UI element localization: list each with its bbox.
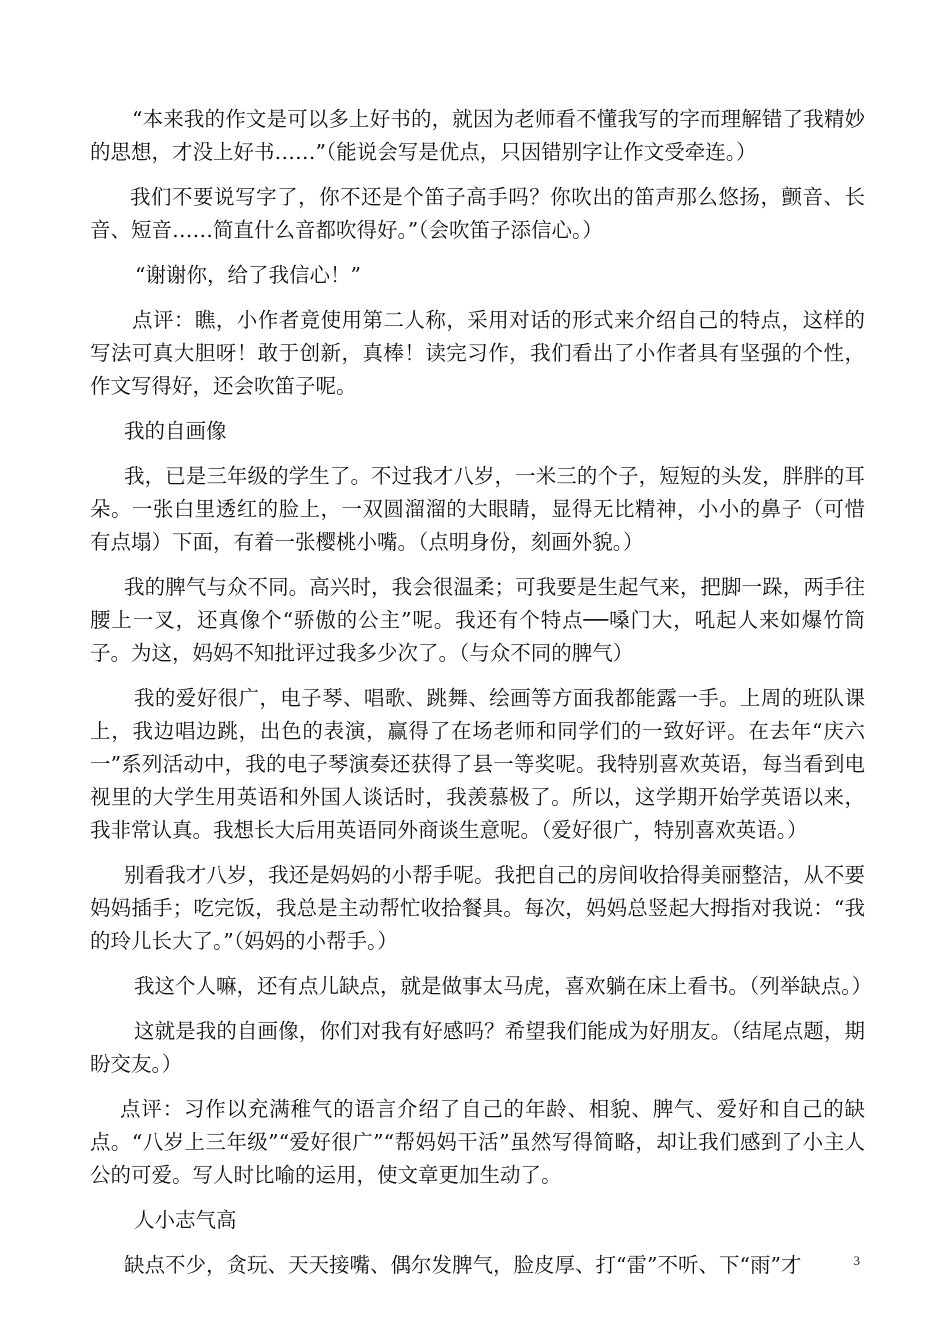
paragraph-12-commentary: 点评：习作以充满稚气的语言介绍了自己的年龄、相貌、脾气、爱好和自己的缺点。“八岁上三年级”“爱好很广”“帮妈妈干活”虽然写得简略，却让我们感到了小主人公的可爱。写人时比喻的运用，使文章更加生动了。: [90, 1097, 865, 1187]
section-title-ambition: 人小志气高: [134, 1208, 237, 1232]
paragraph-7: 我的脾气与众不同。高兴时，我会很温柔；可我要是生起气来，把脚一跺，两手往腰上一叉，还真像个“骄傲的公主”呢。我还有个特点──嗓门大，吼起人来如爆竹筒子。为这，妈妈不知批评过我多少次了。（与众不同的脾气）: [90, 575, 865, 665]
paragraph-11: 这就是我的自画像，你们对我有好感吗？希望我们能成为好朋友。（结尾点题，期盼交友。）: [90, 1019, 865, 1076]
paragraph-2: 我们不要说写字了，你不还是个笛子高手吗？你吹出的笛声那么悠扬，颤音、长音、短音……简直什么音都吹得好。”（会吹笛子添信心。）: [90, 185, 865, 242]
paragraph-10: 我这个人嘛，还有点儿缺点，就是做事太马虎，喜欢躺在床上看书。（列举缺点。）: [134, 974, 872, 998]
paragraph-8: 我的爱好很广，电子琴、唱歌、跳舞、绘画等方面我都能露一手。上周的班队课上，我边唱边跳，出色的表演，赢得了在场老师和同学们的一致好评。在去年“庆六一”系列活动中，我的电子琴演奏还获得了县一等奖呢。我特别喜欢英语，每当看到电视里的大学生用英语和外国人谈话时，我羡慕极了。所以，这学期开始学英语以来，我非常认真。我想长大后用英语同外商谈生意呢。（爱好很广，特别喜欢英语。）: [90, 686, 865, 842]
paragraph-14: 缺点不少，贪玩、天天接嘴、偶尔发脾气，脸皮厚、打“雷”不听、下“雨”才: [124, 1253, 802, 1277]
page-number: 3: [853, 1253, 860, 1268]
document-body: [90, 103, 872, 1294]
section-title-self-portrait: 我的自画像: [124, 419, 227, 443]
paragraph-9: 别看我才八岁，我还是妈妈的小帮手呢。我把自己的房间收拾得美丽整洁，从不要妈妈插手；吃完饭，我总是主动帮忙收拾餐具。每次，妈妈总竖起大拇指对我说：“我的玲儿长大了。”（妈妈的小帮手。）: [90, 863, 865, 953]
paragraph-3: “谢谢你，给了我信心！”: [135, 263, 361, 287]
paragraph-4-commentary: 点评：瞧，小作者竟使用第二人称，采用对话的形式来介绍自己的特点，这样的写法可真大胆呀！敢于创新，真棒！读完习作，我们看出了小作者具有坚强的个性，作文写得好，还会吹笛子呢。: [90, 308, 865, 398]
paragraph-1: “本来我的作文是可以多上好书的，就因为老师看不懂我写的字而理解错了我精妙的思想，才没上好书……”（能说会写是优点，只因错别字让作文受牵连。）: [90, 107, 865, 164]
paragraph-6: 我，已是三年级的学生了。不过我才八岁，一米三的个子，短短的头发，胖胖的耳朵。一张白里透红的脸上，一双圆溜溜的大眼睛，显得无比精神，小小的鼻子（可惜有点塌）下面，有着一张樱桃小嘴。（点明身份，刻画外貌。）: [90, 464, 865, 554]
